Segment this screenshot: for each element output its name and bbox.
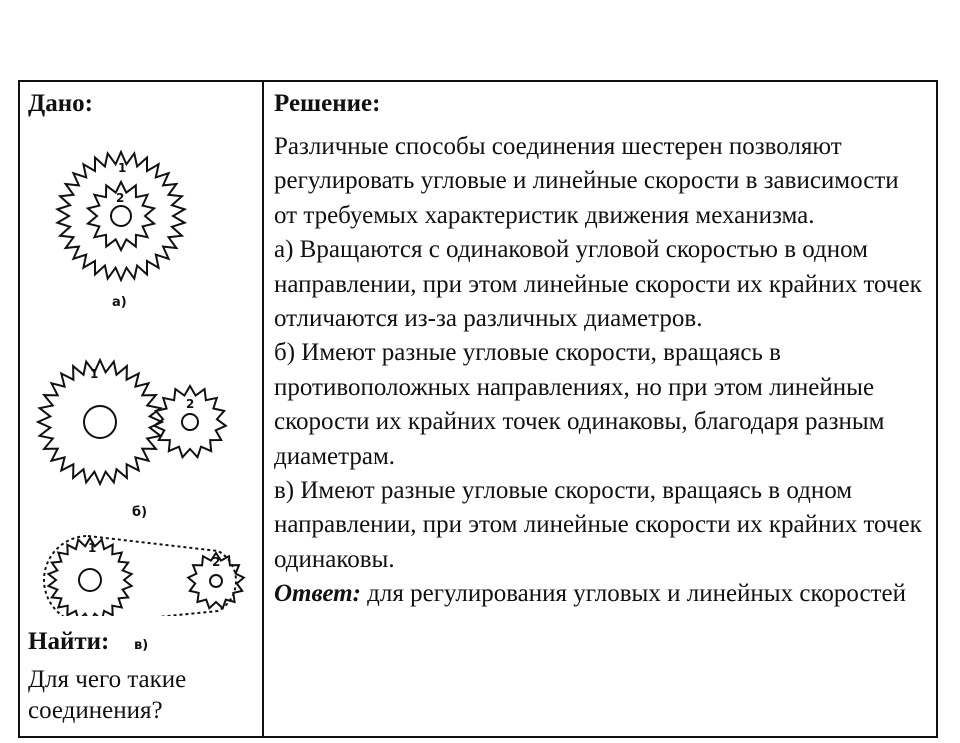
find-text: Для чего такие соединения? [28, 666, 187, 724]
find-title: Найти: [28, 628, 110, 655]
figure-a-label-2: 2 [116, 191, 125, 205]
figure-b-caption: б) [132, 505, 148, 520]
figure-v-label-2: 2 [212, 555, 221, 569]
figure-b-axle-1 [84, 406, 116, 438]
task-table [18, 80, 938, 738]
figure-a-axle [111, 206, 131, 226]
answer-label: Ответ: [274, 580, 361, 608]
given-title: Дано: [28, 90, 93, 117]
solution-case-a: а) Вращаются с одинаковой угловой скоростью в одном направлении, при этом линейные скорости их крайних точек отличаются из-за различных диаметров. [274, 236, 922, 333]
figure-v-caption: в) [134, 638, 149, 653]
solution-case-b: б) Имеют разные угловые скорости, вращаясь в противоположных направлениях, но при этом линейные скорости их крайних точек одинаковы, благодаря разным диаметрам. [274, 339, 885, 470]
find-block [28, 628, 256, 726]
solution-column [264, 82, 936, 736]
figure-v [44, 536, 244, 616]
figure-v-axle-2 [210, 575, 222, 587]
figure-a-label-1: 1 [118, 161, 127, 175]
figure-b-label-2: 2 [186, 397, 195, 411]
gears-illustration [28, 126, 256, 616]
answer-text: для регулирования угловых и линейных скоростей [360, 580, 906, 608]
figure-v-axle-1 [79, 569, 101, 591]
figure-b-axle-2 [182, 414, 198, 430]
solution-case-v: в) Имеют разные угловые скорости, вращаясь в одном направлении, при этом линейные скорости их крайних точек одинаковы. [274, 477, 922, 573]
figure-b-gear-1 [38, 360, 162, 484]
solution-intro: Различные способы соединения шестерен позволяют регулировать угловые и линейные скорости в зависимости от требуемых характеристик движения механизма. [274, 133, 899, 229]
figure-b-label-1: 1 [90, 367, 99, 381]
figure-v-label-1: 1 [88, 541, 97, 555]
solution-answer [274, 577, 926, 611]
solution-title: Решение: [274, 90, 381, 117]
figure-b [38, 360, 226, 520]
figure-a-caption: а) [112, 295, 127, 310]
figure-a [57, 152, 184, 310]
given-column [20, 82, 264, 736]
